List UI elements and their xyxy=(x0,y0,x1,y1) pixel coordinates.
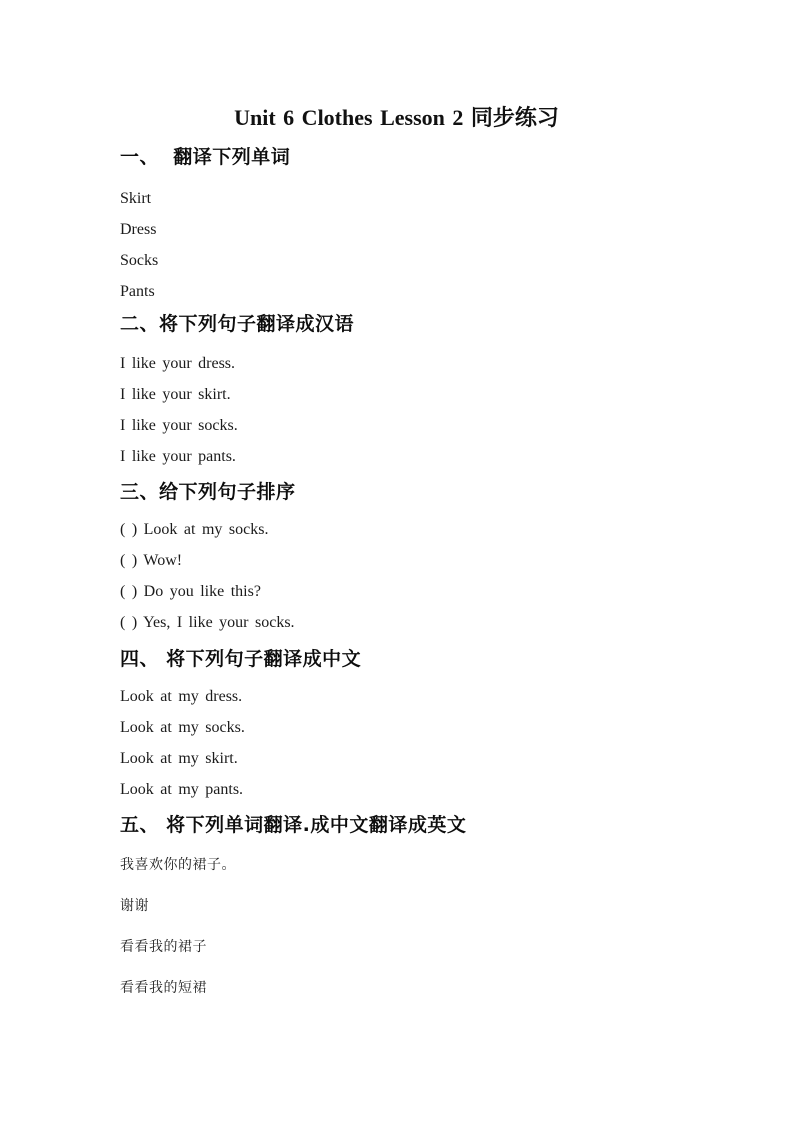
section-2-heading: 二、将下列句子翻译成汉语 xyxy=(120,313,355,335)
sentence-item: Look at my dress. xyxy=(120,688,243,705)
chinese-item: 谢谢 xyxy=(120,898,149,914)
sentence-item: I like your socks. xyxy=(120,417,238,434)
ordering-item: ( ) Do you like this? xyxy=(120,583,261,600)
section-5-heading: 五、 将下列单词翻译.成中文翻译成英文 xyxy=(120,814,467,836)
chinese-item: 我喜欢你的裙子。 xyxy=(120,857,236,873)
word-item: Skirt xyxy=(120,190,152,207)
chinese-item: 看看我的短裙 xyxy=(120,980,207,996)
section-translate-to-chinese xyxy=(120,312,693,466)
section-translate-sentences xyxy=(120,647,693,799)
section-4-heading: 四、 将下列句子翻译成中文 xyxy=(120,648,362,670)
ordering-item: ( ) Wow! xyxy=(120,552,183,569)
word-item: Dress xyxy=(120,221,157,238)
section-translate-to-english xyxy=(120,813,693,998)
page-title: Unit 6 Clothes Lesson 2 同步练习 xyxy=(234,105,559,130)
sentence-item: I like your pants. xyxy=(120,448,236,465)
section-3-heading: 三、给下列句子排序 xyxy=(120,481,296,503)
word-item: Socks xyxy=(120,252,159,269)
section-order-sentences xyxy=(120,480,693,632)
word-item: Pants xyxy=(120,283,155,300)
ordering-item: ( ) Look at my socks. xyxy=(120,521,269,538)
sentence-item: Look at my socks. xyxy=(120,719,245,736)
sentence-item: Look at my pants. xyxy=(120,781,244,798)
chinese-item: 看看我的裙子 xyxy=(120,939,207,955)
sentence-item: Look at my skirt. xyxy=(120,750,238,767)
sentence-item: I like your skirt. xyxy=(120,386,231,403)
section-1-heading: 一、 翻译下列单词 xyxy=(120,146,291,168)
sentence-item: I like your dress. xyxy=(120,355,236,372)
section-translate-words xyxy=(120,145,693,301)
ordering-item: ( ) Yes, I like your socks. xyxy=(120,614,295,631)
